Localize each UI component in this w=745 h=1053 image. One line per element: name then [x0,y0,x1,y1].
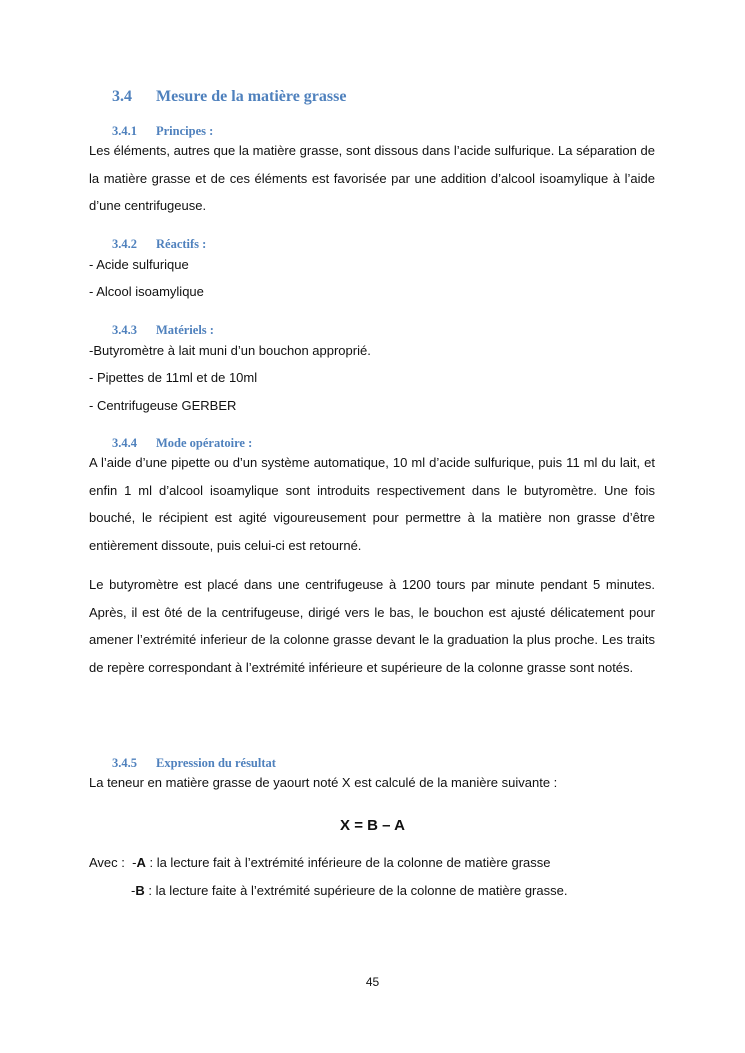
definition-var: B [135,883,145,898]
subsection-title: Expression du résultat [156,756,276,770]
definition-prefix: - [132,855,137,870]
subsection-heading-materiels [112,323,214,338]
avec-label: Avec : [89,855,125,870]
subsection-heading-expression [112,756,276,771]
definition-text: : la lecture faite à l’extrémité supérieure de la colonne de matière grasse. [144,883,568,898]
subsection-title: Matériels : [156,323,214,337]
expression-intro: La teneur en matière grasse de yaourt noté X est calculé de la manière suivante : [89,775,558,790]
mode-operatoire-paragraph: A l’aide d’une pipette ou d’un système automatique, 10 ml d’acide sulfurique, puis 11 ml du lait, et enfin 1 ml d’alcool isoamylique sont introduits respectivement dans le butyromètre. Une fois bouché, le récipient est agité vigoureusement pour permettre à la matière non grasse d’être entièrement dissoute, puis celui-ci est retourné. [89,455,655,553]
section-number: 3.4 [112,88,132,105]
subsection-title: Réactifs : [156,237,207,251]
definition-var: A [136,855,146,870]
subsection-heading-reactifs [112,237,206,252]
definition-a [89,855,551,870]
definition-text: : la lecture fait à l’extrémité inférieure de la colonne de matière grasse [145,855,551,870]
subsection-number: 3.4.3 [112,323,137,337]
section-heading [112,88,346,106]
formula: X = B – A [340,817,405,834]
subsection-number: 3.4.2 [112,237,137,251]
materiel-item: - Centrifugeuse GERBER [89,398,237,413]
section-title: Mesure de la matière grasse [156,88,347,105]
materiel-item: - Pipettes de 11ml et de 10ml [89,370,258,385]
page-number: 45 [365,975,380,989]
principes-paragraph: Les éléments, autres que la matière grasse, sont dissous dans l’acide sulfurique. La séparation de la matière grasse et de ces éléments est favorisée par une addition d’alcool isoamylique à l’aide d’une centrifugeuse. [89,143,655,213]
subsection-number: 3.4.5 [112,756,137,770]
subsection-number: 3.4.4 [112,436,137,450]
subsection-title: Principes : [156,124,214,138]
subsection-number: 3.4.1 [112,124,137,138]
mode-operatoire-paragraph: Le butyromètre est placé dans une centrifugeuse à 1200 tours par minute pendant 5 minutes. Après, il est ôté de la centrifugeuse, dirigé vers le bas, le bouchon est ajusté délicatement pour amener l’extrémité inferieur de la colonne grasse devant le la graduation la plus proche. Les traits de repère correspondant à l’extrémité inférieure et supérieure de la colonne grasse sont notés. [89,577,655,675]
definition-b [131,883,567,898]
materiel-item: -Butyromètre à lait muni d’un bouchon approprié. [89,343,371,358]
reactif-item: - Alcool isoamylique [89,284,204,299]
reactif-item: - Acide sulfurique [89,257,189,272]
definition-prefix: - [131,883,136,898]
subsection-title: Mode opératoire : [156,436,253,450]
